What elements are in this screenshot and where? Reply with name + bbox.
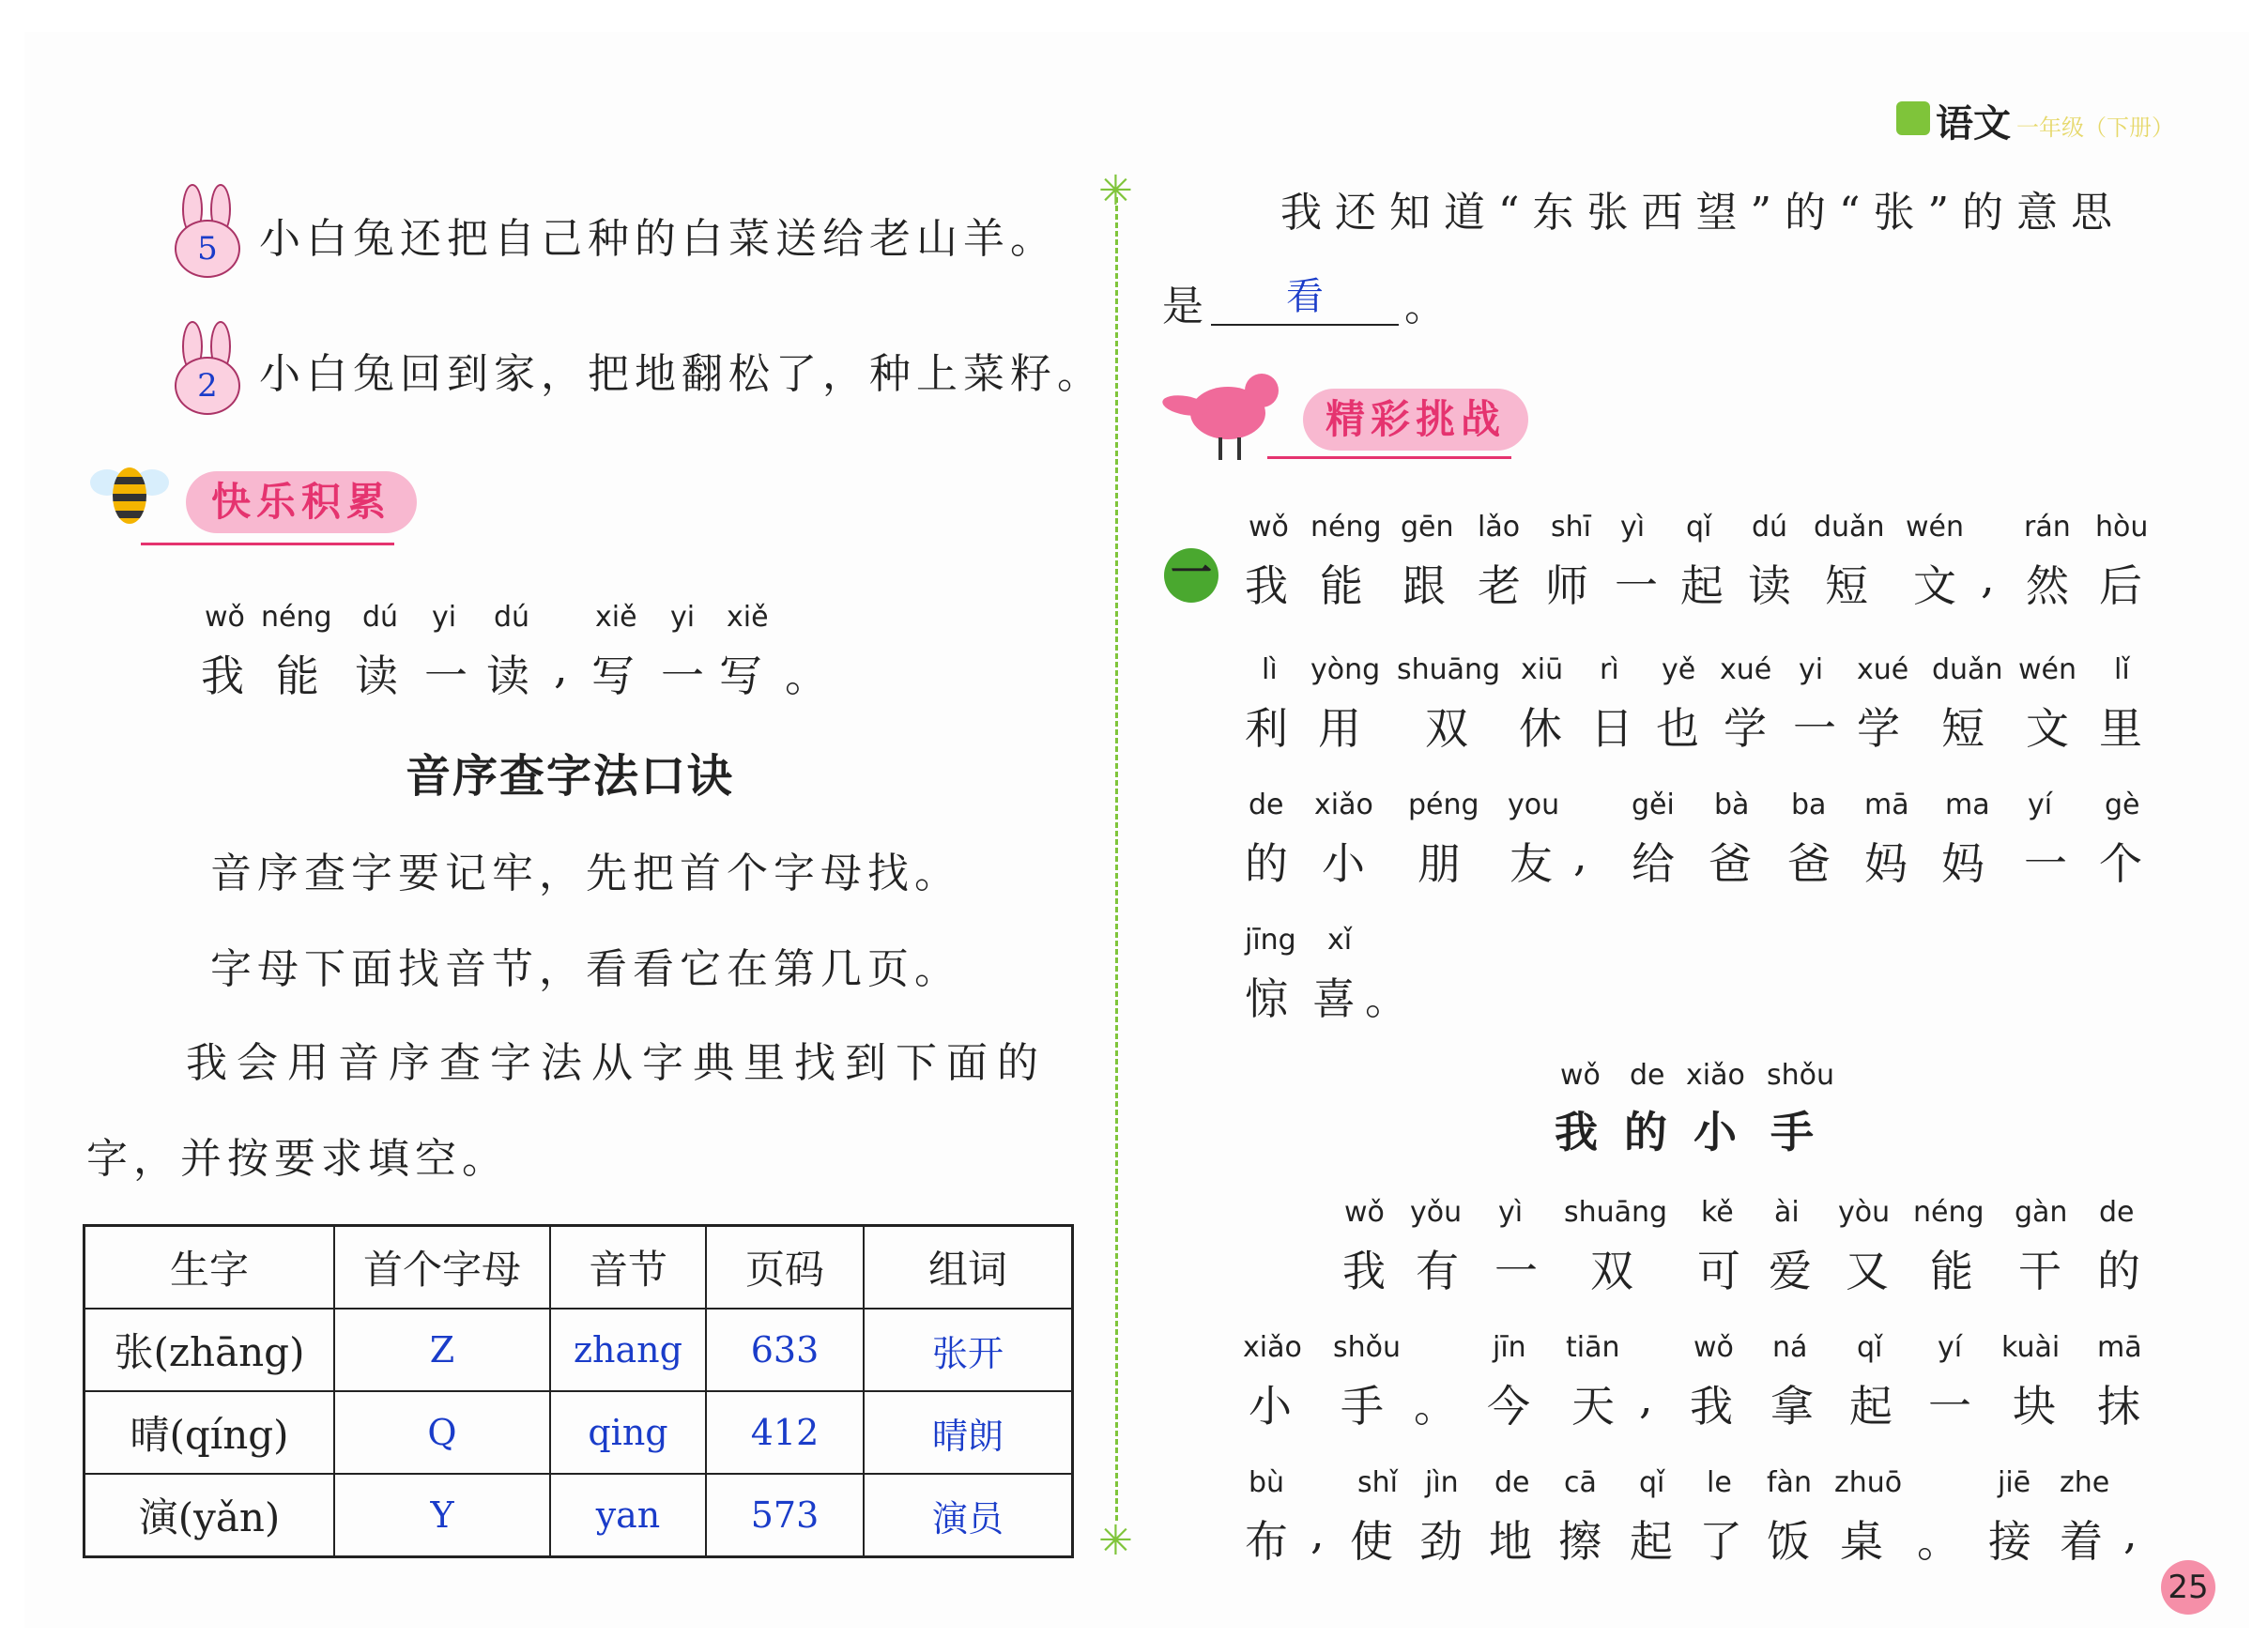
table-cell-word[interactable]: 晴朗	[864, 1391, 1073, 1474]
hanzi: 友	[1509, 838, 1553, 889]
pinyin: yi	[670, 601, 696, 634]
bee-icon	[90, 451, 165, 535]
hanzi: 拿	[1770, 1381, 1814, 1432]
hanzi: 。	[785, 651, 828, 701]
hanzi: 一	[1793, 703, 1836, 754]
hanzi: 一	[424, 651, 467, 701]
hanzi: 我	[1245, 560, 1288, 611]
hanzi: 有	[1416, 1246, 1459, 1296]
pinyin: néng	[1913, 1196, 1984, 1229]
pinyin: xiě	[727, 601, 769, 634]
hanzi: 的	[1624, 1107, 1667, 1157]
table-cell-page[interactable]: 633	[706, 1309, 864, 1391]
pinyin: gěi	[1632, 789, 1675, 821]
pinyin: wén	[1906, 511, 1965, 544]
center-divider	[1115, 197, 1118, 1521]
poem-line-1: 音序查字要记牢，先把首个字母找。	[210, 850, 961, 897]
hanzi: 我	[1690, 1381, 1733, 1432]
table-header: 组词	[864, 1226, 1073, 1310]
hanzi: 布	[1245, 1516, 1288, 1567]
lookup-table	[83, 1224, 1074, 1558]
hanzi: 桌	[1840, 1516, 1883, 1567]
pinyin: de	[1249, 789, 1284, 821]
pinyin: duǎn	[1932, 653, 2003, 686]
pinyin: shuāng	[1564, 1196, 1668, 1229]
hanzi: 老	[1478, 560, 1521, 611]
pinyin: gàn	[2015, 1196, 2068, 1229]
section-title-challenge: 精彩挑战	[1303, 389, 1528, 451]
pinyin: dú	[1752, 511, 1788, 544]
pinyin: yi	[1799, 653, 1824, 686]
pinyin: shǒu	[1767, 1059, 1835, 1092]
section-title-happy: 快乐积累	[186, 471, 417, 533]
hanzi: 爸	[1709, 838, 1752, 889]
hanzi: 里	[2099, 703, 2142, 754]
table-row	[84, 1474, 1073, 1557]
hanzi: 一	[661, 651, 704, 701]
pinyin: rán	[2024, 511, 2071, 544]
hanzi: 也	[1656, 703, 1699, 754]
pinyin: qǐ	[1857, 1331, 1883, 1364]
hanzi: 起	[1630, 1516, 1673, 1567]
hanzi: 能	[1320, 560, 1363, 611]
hanzi: 文	[1913, 560, 1956, 611]
hanzi: 妈	[1864, 838, 1908, 889]
story-badge-number: 2	[175, 357, 240, 415]
table-cell-char: 晴(qíng)	[84, 1391, 335, 1474]
poem-line-2: 字母下面找音节，看看它在第几页。	[210, 945, 961, 993]
pinyin: tiān	[1566, 1331, 1620, 1364]
table-header: 首个字母	[334, 1226, 550, 1310]
pinyin: de	[2099, 1196, 2135, 1229]
hanzi: 学	[1857, 703, 1900, 754]
pinyin: ma	[1945, 789, 1990, 821]
hanzi: 一	[1494, 1246, 1538, 1296]
hanzi: 短	[1941, 703, 1984, 754]
pinyin: de	[1494, 1466, 1530, 1499]
pinyin: xiě	[595, 601, 637, 634]
table-cell-letter[interactable]: Z	[334, 1309, 550, 1391]
story-text: 小白兔还把自己种的白菜送给老山羊。	[259, 215, 1057, 263]
pinyin: lǐ	[2114, 653, 2130, 686]
hanzi: 了	[1699, 1516, 1742, 1567]
pinyin: yì	[1498, 1196, 1524, 1229]
pinyin: xiū	[1521, 653, 1564, 686]
pinyin: qǐ	[1639, 1466, 1665, 1499]
table-cell-word[interactable]: 张开	[864, 1309, 1073, 1391]
table-cell-char: 张(zhāng)	[84, 1309, 335, 1391]
table-header: 页码	[706, 1226, 864, 1310]
pinyin: lǎo	[1478, 511, 1521, 544]
pinyin: xué	[1857, 653, 1909, 686]
hanzi: 用	[1318, 703, 1361, 754]
hanzi: 朋	[1418, 838, 1461, 889]
section-underline	[141, 543, 394, 545]
hanzi: 日	[1590, 703, 1633, 754]
story-badge-number: 5	[175, 220, 240, 278]
meaning-prefix: 是	[1162, 283, 1203, 330]
pinyin: you	[1508, 789, 1560, 821]
hanzi: 跟	[1402, 560, 1446, 611]
pinyin: wǒ	[1344, 1196, 1385, 1229]
hanzi: 个	[2099, 838, 2142, 889]
hanzi: 天	[1571, 1381, 1615, 1432]
pinyin: néng	[261, 601, 332, 634]
hanzi: 今	[1487, 1381, 1530, 1432]
hanzi: 短	[1825, 560, 1868, 611]
hanzi: 饭	[1767, 1516, 1810, 1567]
pinyin: hòu	[2095, 511, 2149, 544]
hanzi: 手	[1770, 1107, 1814, 1157]
hanzi: 我	[1555, 1107, 1598, 1157]
pinyin: kě	[1701, 1196, 1734, 1229]
hanzi: 着	[2060, 1516, 2103, 1567]
pinyin: shī	[1551, 511, 1591, 544]
hanzi: 给	[1632, 838, 1675, 889]
pinyin: lì	[1262, 653, 1278, 686]
hanzi: 干	[2018, 1246, 2061, 1296]
hanzi: 学	[1724, 703, 1767, 754]
hanzi: 读	[1748, 560, 1791, 611]
table-cell-char: 演(yǎn)	[84, 1474, 335, 1557]
hanzi: 写	[719, 651, 762, 701]
hanzi: 。	[1414, 1381, 1457, 1432]
table-cell-page[interactable]: 573	[706, 1474, 864, 1557]
pinyin: qǐ	[1686, 511, 1712, 544]
pinyin: bà	[1714, 789, 1750, 821]
pinyin: ná	[1772, 1331, 1808, 1364]
pinyin: jìn	[1425, 1466, 1459, 1499]
pinyin: ài	[1774, 1196, 1800, 1229]
table-header: 生字	[84, 1226, 335, 1310]
table-cell-letter[interactable]: Q	[334, 1391, 550, 1474]
meaning-suffix: 。	[1404, 283, 1446, 330]
pinyin: xiǎo	[1243, 1331, 1302, 1364]
rabbit-badge-icon	[175, 184, 240, 278]
table-cell-syllable[interactable]: yan	[550, 1474, 706, 1557]
hanzi: ,	[554, 642, 568, 693]
table-row	[84, 1391, 1073, 1474]
hanzi: 然	[2026, 560, 2069, 611]
hanzi: 师	[1545, 560, 1588, 611]
hanzi: 双	[1425, 703, 1468, 754]
pinyin: le	[1707, 1466, 1732, 1499]
hanzi: 擦	[1558, 1516, 1601, 1567]
pinyin: dú	[494, 601, 530, 634]
bird-icon	[1162, 368, 1284, 462]
story-text: 小白兔回到家，把地翻松了，种上菜籽。	[259, 350, 1104, 398]
pinyin: jiē	[1998, 1466, 2031, 1499]
pinyin: yě	[1662, 653, 1696, 686]
pinyin: yǒu	[1410, 1196, 1463, 1229]
pinyin: néng	[1310, 511, 1382, 544]
hanzi: 小	[1322, 838, 1365, 889]
pinyin: bù	[1249, 1466, 1285, 1499]
pinyin: yi	[432, 601, 457, 634]
hanzi: 小	[1693, 1107, 1737, 1157]
pinyin: wén	[2018, 653, 2077, 686]
divider-star-top-icon: ✳	[1098, 167, 1133, 215]
hanzi: 我	[201, 651, 244, 701]
pinyin: shǐ	[1357, 1466, 1398, 1499]
hanzi: 写	[591, 651, 635, 701]
hanzi: 一	[2024, 838, 2067, 889]
hanzi: ,	[1573, 830, 1587, 881]
hanzi: 块	[2013, 1381, 2056, 1432]
section-underline	[1267, 456, 1511, 459]
hanzi: 的	[1245, 838, 1288, 889]
pinyin: wǒ	[1693, 1331, 1734, 1364]
hanzi: 使	[1350, 1516, 1393, 1567]
pinyin: jīng	[1245, 924, 1296, 957]
pinyin: péng	[1408, 789, 1479, 821]
hanzi: 惊	[1245, 973, 1288, 1024]
pinyin: yì	[1620, 511, 1646, 544]
hanzi: 一	[1615, 560, 1658, 611]
pinyin: yí	[2028, 789, 2053, 821]
table-cell-syllable[interactable]: qing	[550, 1391, 706, 1474]
pinyin: jīn	[1493, 1331, 1526, 1364]
hanzi: 劲	[1419, 1516, 1463, 1567]
hanzi: 又	[1846, 1246, 1889, 1296]
hanzi: 能	[1930, 1246, 1973, 1296]
rabbit-badge-icon	[175, 321, 240, 415]
pinyin: gēn	[1401, 511, 1454, 544]
hanzi: 爱	[1769, 1246, 1812, 1296]
pinyin: shǒu	[1333, 1331, 1402, 1364]
hanzi: 利	[1245, 703, 1288, 754]
hanzi: 能	[276, 651, 319, 701]
meaning-line-1: 我还知道“东张西望”的“张”的意思	[1280, 189, 2125, 237]
table-cell-syllable[interactable]: zhang	[550, 1309, 706, 1391]
pinyin: gè	[2105, 789, 2140, 821]
pinyin: xiǎo	[1314, 789, 1373, 821]
hanzi: 爸	[1787, 838, 1831, 889]
pinyin: rì	[1600, 653, 1619, 686]
table-cell-letter[interactable]: Y	[334, 1474, 550, 1557]
pinyin: xiǎo	[1686, 1059, 1745, 1092]
hanzi: 文	[2026, 703, 2069, 754]
pinyin: kuài	[2001, 1331, 2061, 1364]
hanzi: 起	[1849, 1381, 1893, 1432]
task-line-2: 字，并按要求填空。	[86, 1135, 509, 1183]
table-header-row	[84, 1226, 1073, 1310]
hanzi: 地	[1489, 1516, 1532, 1567]
pinyin: dú	[362, 601, 399, 634]
hanzi: 。	[1365, 973, 1408, 1024]
hanzi: 休	[1519, 703, 1562, 754]
hanzi: 抹	[2097, 1381, 2140, 1432]
page-number: 25	[2161, 1560, 2215, 1615]
pinyin: xué	[1720, 653, 1772, 686]
hanzi: 。	[1917, 1516, 1960, 1567]
pinyin: mā	[2097, 1331, 2142, 1364]
hanzi: 喜	[1312, 973, 1356, 1024]
pinyin: zhe	[2060, 1466, 2110, 1499]
poem-title: 音序查字法口诀	[406, 750, 735, 803]
pinyin: yòng	[1310, 653, 1381, 686]
pinyin: yí	[1938, 1331, 1963, 1364]
divider-star-bottom-icon: ✳	[1098, 1517, 1133, 1565]
grade-label: 一年级（下册）	[2016, 115, 2174, 141]
pinyin: de	[1630, 1059, 1665, 1092]
pinyin: duǎn	[1814, 511, 1885, 544]
table-cell-page[interactable]: 412	[706, 1391, 864, 1474]
hanzi: ,	[1310, 1508, 1325, 1558]
pinyin: wǒ	[1560, 1059, 1601, 1092]
meaning-answer[interactable]: 看	[1211, 267, 1399, 326]
table-row	[84, 1309, 1073, 1391]
hanzi: 接	[1988, 1516, 2031, 1567]
task-line-1: 我会用音序查字法从字典里找到下面的	[186, 1039, 1048, 1087]
hanzi: ,	[1981, 552, 1995, 603]
hanzi: 的	[2097, 1246, 2140, 1296]
hanzi: 读	[355, 651, 398, 701]
hanzi: 读	[486, 651, 529, 701]
pinyin: mā	[1864, 789, 1909, 821]
hanzi: 小	[1249, 1381, 1292, 1432]
pinyin: ba	[1791, 789, 1827, 821]
pinyin: fàn	[1767, 1466, 1812, 1499]
hanzi: 妈	[1941, 838, 1984, 889]
hanzi: ,	[1639, 1372, 1653, 1423]
hanzi: 手	[1341, 1381, 1384, 1432]
hanzi: 一	[1928, 1381, 1971, 1432]
subject-title: 语文	[1936, 102, 2011, 146]
hanzi: 可	[1697, 1246, 1740, 1296]
subject-icon	[1896, 101, 1930, 135]
pinyin: yòu	[1838, 1196, 1891, 1229]
table-cell-word[interactable]: 演员	[864, 1474, 1073, 1557]
item-number-badge: 一	[1164, 548, 1218, 603]
pinyin: zhuō	[1834, 1466, 1903, 1499]
pinyin: xǐ	[1327, 924, 1353, 957]
pinyin: shuāng	[1397, 653, 1501, 686]
hanzi: 我	[1342, 1246, 1386, 1296]
hanzi: ,	[2123, 1508, 2138, 1558]
pinyin: cā	[1564, 1466, 1597, 1499]
pinyin: wǒ	[1249, 511, 1289, 544]
hanzi: 双	[1590, 1246, 1633, 1296]
pinyin: wǒ	[205, 601, 245, 634]
hanzi: 后	[2099, 560, 2142, 611]
hanzi: 起	[1680, 560, 1724, 611]
table-header: 音节	[550, 1226, 706, 1310]
